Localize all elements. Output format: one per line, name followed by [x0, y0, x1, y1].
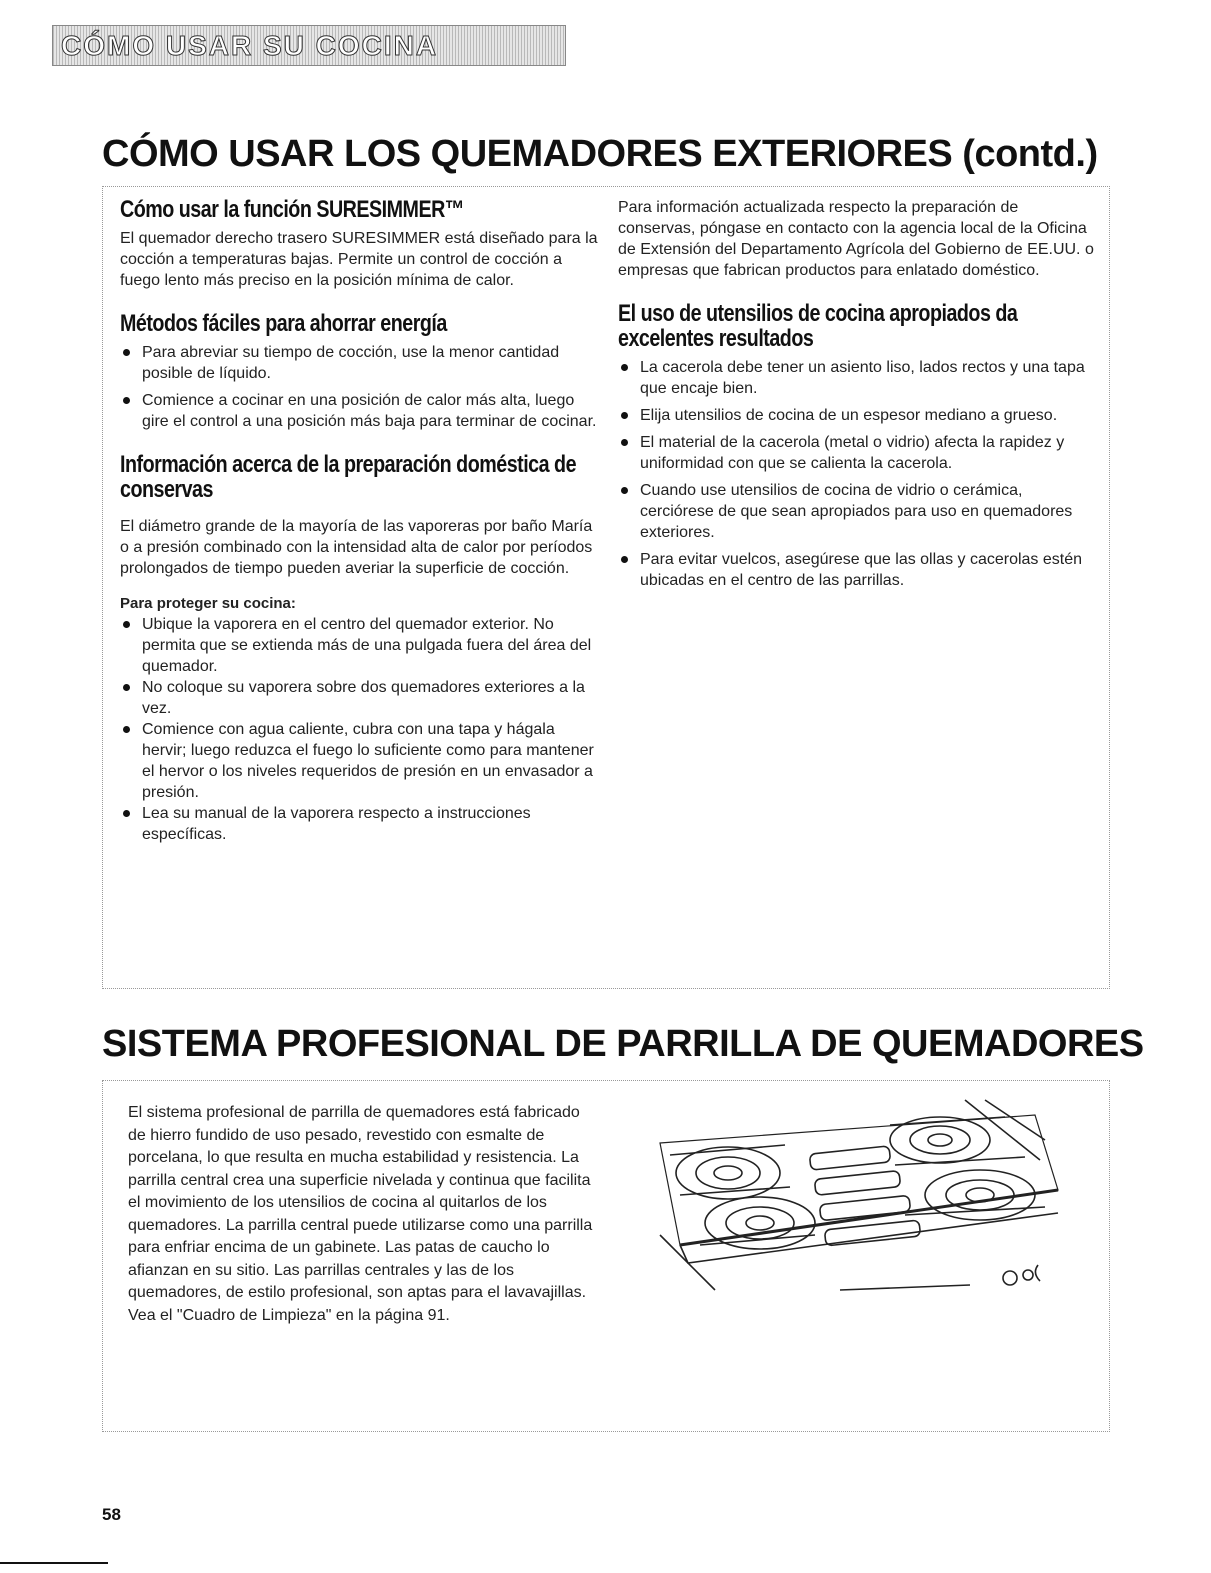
cookware-item: La cacerola debe tener un asiento liso, lados rectos y una tapa que encaje bien.	[618, 357, 1096, 399]
energy-item: Comience a cocinar en una posición de calor más alta, luego gire el control a una posición más baja para terminar de cocinar.	[120, 390, 600, 432]
protect-item: Comience con agua caliente, cubra con una tapa y hágala hervir; luego reduzca el fuego lo suficiente como para mantener el hervor o los niveles requeridos de presión en un envasador a presión.	[120, 719, 600, 803]
left-column	[120, 197, 600, 845]
cookware-item: Para evitar vuelcos, asegúrese que las ollas y cacerolas estén ubicadas en el centro de las parrillas.	[618, 549, 1096, 591]
energy-list	[120, 342, 600, 432]
section-banner	[52, 25, 566, 66]
footer-rule	[0, 1562, 108, 1564]
cookware-item: El material de la cacerola (metal o vidrio) afecta la rapidez y uniformidad con que se calienta la cacerola.	[618, 432, 1096, 474]
canning-info: Para información actualizada respecto la preparación de conservas, póngase en contacto con la agencia local de la Oficina de Extensión del Departamento Agrícola del Gobierno de EE.UU. o empresas que fabrican productos para enlatado doméstico.	[618, 199, 1094, 279]
suresimmer-heading: Cómo usar la función SURESIMMER™	[120, 196, 465, 223]
canning-heading: Información acerca de la preparación doméstica de conservas	[120, 451, 577, 503]
protect-item: No coloque su vaporera sobre dos quemadores exteriores a la vez.	[120, 677, 600, 719]
protect-item: Lea su manual de la vaporera respecto a instrucciones específicas.	[120, 803, 600, 845]
protect-heading: Para proteger su cocina:	[120, 595, 296, 612]
page-title-grate-system: SISTEMA PROFESIONAL DE PARRILLA DE QUEMADORES	[102, 1023, 1144, 1065]
page-title-outer-burners: CÓMO USAR LOS QUEMADORES EXTERIORES (contd.)	[102, 133, 1098, 175]
energy-item: Para abreviar su tiempo de cocción, use la menor cantidad posible de líquido.	[120, 342, 600, 384]
grate-system-body: El sistema profesional de parrilla de quemadores está fabricado de hierro fundido de uso pesado, revestido con esmalte de porcelana, lo que resulta en mucha estabilidad y resistencia. La parrilla central crea una superficie nivelada y continua que facilita el movimiento de los utensilios de cocina al quitarlos de los quemadores. La parrilla central puede utilizarse como una parrilla para enfriar encima de un gabinete. Las patas de caucho lo afianzan en su sitio. Las parrillas centrales y las de los quemadores, de estilo profesional, son aptas para el lavavajillas. Vea el "Cuadro de Limpieza" en la página 91.	[128, 1104, 593, 1324]
cookware-item: Cuando use utensilios de cocina de vidrio o cerámica, cerciórese de que sean apropiados para uso en quemadores exteriores.	[618, 480, 1096, 543]
burner-grate-illustration	[640, 1095, 1060, 1295]
energy-heading: Métodos fáciles para ahorrar energía	[120, 310, 447, 337]
cookware-heading: El uso de utensilios de cocina apropiados da excelentes resultados	[618, 300, 1018, 352]
right-column	[618, 197, 1096, 591]
page-number: 58	[102, 1505, 121, 1524]
protect-list	[120, 614, 600, 845]
cookware-list	[618, 357, 1096, 591]
banner-text: CÓMO USAR SU COCINA	[61, 29, 439, 61]
grate-system-text	[128, 1102, 598, 1327]
suresimmer-body: El quemador derecho trasero SURESIMMER está diseñado para la cocción a temperaturas bajas. Permite un control de cocción a fuego lento más preciso en la posición mínima de calor.	[120, 230, 598, 289]
canning-body: El diámetro grande de la mayoría de las vaporeras por baño María o a presión combinado con la intensidad alta de calor por períodos prolongados de tiempo pueden averiar la superficie de cocción.	[120, 518, 593, 577]
cookware-item: Elija utensilios de cocina de un espesor mediano a grueso.	[618, 405, 1096, 426]
protect-item: Ubique la vaporera en el centro del quemador exterior. No permita que se extienda más de una pulgada fuera del área del quemador.	[120, 614, 600, 677]
